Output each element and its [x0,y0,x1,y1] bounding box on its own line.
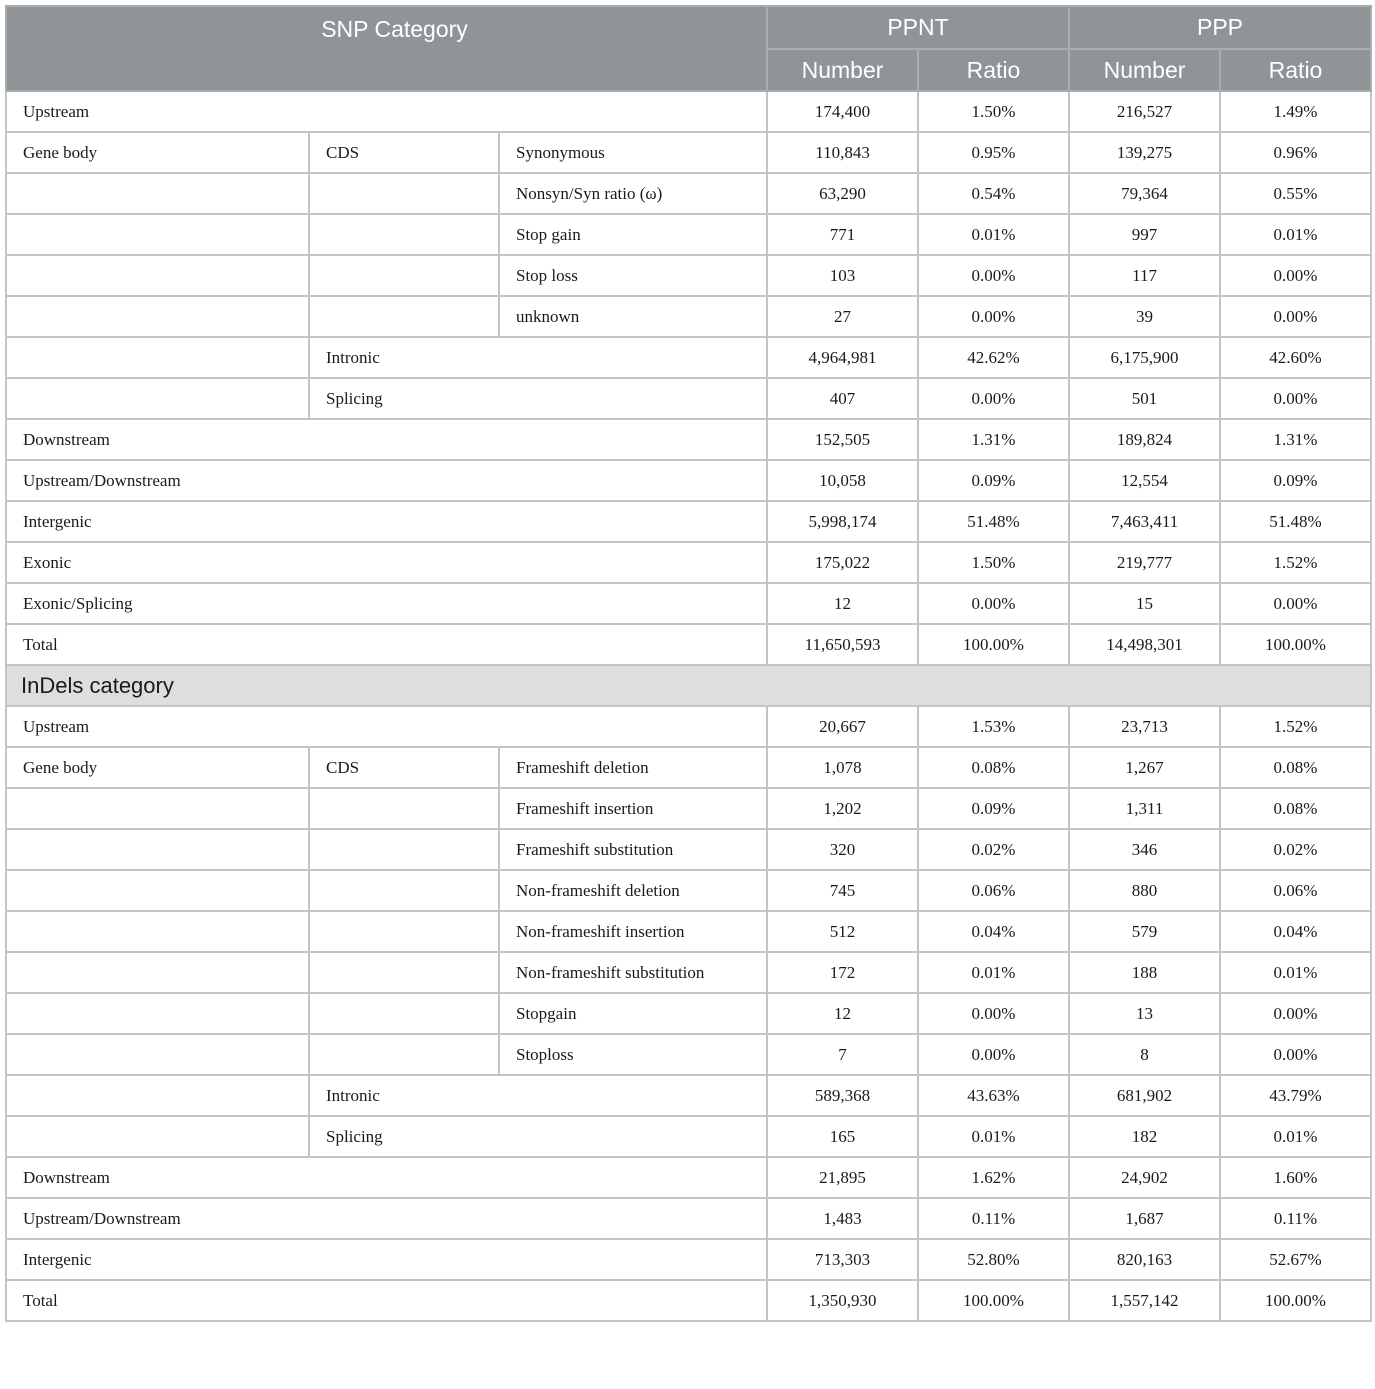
category-cell [6,214,309,255]
ppnt-number-cell: 12 [767,993,918,1034]
table-header [6,6,1371,91]
table-row [6,255,1371,296]
table-row [6,952,1371,993]
ppnt-number-header: Number [767,49,918,91]
region-cell [309,829,499,870]
region-cell: Intronic [309,337,767,378]
ppnt-ratio-cell: 0.00% [918,378,1069,419]
ppnt-ratio-cell: 0.00% [918,583,1069,624]
ppp-ratio-cell: 0.08% [1220,747,1371,788]
ppnt-number-cell: 21,895 [767,1157,918,1198]
ppp-number-cell: 39 [1069,296,1220,337]
ppnt-ratio-cell: 0.95% [918,132,1069,173]
region-cell: CDS [309,132,499,173]
indel-table-body [6,706,1371,1321]
ppnt-number-cell: 1,350,930 [767,1280,918,1321]
group-ppnt-header: PPNT [767,6,1069,49]
category-cell: Intergenic [6,1239,767,1280]
ppp-number-cell: 12,554 [1069,460,1220,501]
ppp-number-cell: 7,463,411 [1069,501,1220,542]
category-cell: Upstream [6,91,767,132]
category-cell [6,952,309,993]
ppp-number-cell: 79,364 [1069,173,1220,214]
ppnt-ratio-cell: 100.00% [918,1280,1069,1321]
effect-cell: Frameshift substitution [499,829,767,870]
ppp-ratio-cell: 1.52% [1220,542,1371,583]
ppp-number-cell: 6,175,900 [1069,337,1220,378]
table-row [6,542,1371,583]
table-row [6,1157,1371,1198]
effect-cell: Non-frameshift substitution [499,952,767,993]
ppnt-ratio-cell: 0.09% [918,460,1069,501]
category-cell: Upstream/Downstream [6,1198,767,1239]
ppnt-number-cell: 110,843 [767,132,918,173]
category-cell: Gene body [6,747,309,788]
ppnt-number-cell: 172 [767,952,918,993]
snp-table-body [6,91,1371,665]
effect-cell: Frameshift deletion [499,747,767,788]
ppnt-number-cell: 5,998,174 [767,501,918,542]
category-cell [6,337,309,378]
effect-cell: Stop gain [499,214,767,255]
ppp-ratio-cell: 0.00% [1220,993,1371,1034]
ppp-number-cell: 1,687 [1069,1198,1220,1239]
category-cell: Downstream [6,419,767,460]
table-row [6,460,1371,501]
ppp-ratio-cell: 0.55% [1220,173,1371,214]
effect-cell: Non-frameshift deletion [499,870,767,911]
table-row [6,870,1371,911]
category-cell: Upstream [6,706,767,747]
table-row [6,583,1371,624]
ppnt-ratio-cell: 0.06% [918,870,1069,911]
table-row [6,624,1371,665]
table-row [6,1034,1371,1075]
table-row [6,911,1371,952]
ppnt-ratio-cell: 42.62% [918,337,1069,378]
region-cell [309,296,499,337]
category-cell [6,1034,309,1075]
ppp-ratio-cell: 0.04% [1220,911,1371,952]
ppp-number-cell: 216,527 [1069,91,1220,132]
category-cell [6,173,309,214]
ppnt-ratio-cell: 0.04% [918,911,1069,952]
table-row [6,1075,1371,1116]
table-row [6,378,1371,419]
category-cell [6,1116,309,1157]
ppp-number-cell: 139,275 [1069,132,1220,173]
table-row [6,1116,1371,1157]
ppnt-ratio-cell: 1.50% [918,542,1069,583]
ppnt-number-cell: 589,368 [767,1075,918,1116]
effect-cell: Frameshift insertion [499,788,767,829]
ppnt-ratio-cell: 0.54% [918,173,1069,214]
ppnt-number-cell: 1,078 [767,747,918,788]
region-cell: Intronic [309,1075,767,1116]
ppp-number-cell: 1,311 [1069,788,1220,829]
region-cell: Splicing [309,1116,767,1157]
ppp-ratio-cell: 1.49% [1220,91,1371,132]
ppp-ratio-cell: 1.31% [1220,419,1371,460]
ppnt-ratio-cell: 0.08% [918,747,1069,788]
ppnt-number-cell: 20,667 [767,706,918,747]
ppp-ratio-cell: 42.60% [1220,337,1371,378]
category-cell [6,296,309,337]
ppp-ratio-cell: 0.01% [1220,952,1371,993]
ppp-ratio-cell: 0.00% [1220,255,1371,296]
ppp-ratio-cell: 51.48% [1220,501,1371,542]
region-cell [309,993,499,1034]
region-cell [309,911,499,952]
ppp-number-cell: 13 [1069,993,1220,1034]
ppnt-number-cell: 512 [767,911,918,952]
region-cell: Splicing [309,378,767,419]
table-row [6,993,1371,1034]
region-cell [309,173,499,214]
ppnt-number-cell: 175,022 [767,542,918,583]
ppnt-number-cell: 174,400 [767,91,918,132]
ppp-number-cell: 501 [1069,378,1220,419]
region-cell [309,952,499,993]
ppp-ratio-cell: 0.00% [1220,583,1371,624]
ppnt-number-cell: 745 [767,870,918,911]
ppnt-ratio-cell: 0.01% [918,952,1069,993]
table-row [6,173,1371,214]
ppp-ratio-cell: 52.67% [1220,1239,1371,1280]
table-row [6,788,1371,829]
ppp-ratio-cell: 1.60% [1220,1157,1371,1198]
ppp-number-cell: 579 [1069,911,1220,952]
category-cell: Gene body [6,132,309,173]
ppp-number-cell: 24,902 [1069,1157,1220,1198]
effect-cell: unknown [499,296,767,337]
ppp-number-cell: 997 [1069,214,1220,255]
ppnt-ratio-cell: 0.02% [918,829,1069,870]
region-cell [309,788,499,829]
ppp-ratio-cell: 0.00% [1220,296,1371,337]
ppnt-ratio-cell: 0.11% [918,1198,1069,1239]
effect-cell: Synonymous [499,132,767,173]
table-row [6,132,1371,173]
ppp-ratio-cell: 0.08% [1220,788,1371,829]
ppnt-ratio-cell: 0.00% [918,1034,1069,1075]
ppp-number-cell: 8 [1069,1034,1220,1075]
ppp-number-cell: 681,902 [1069,1075,1220,1116]
ppnt-ratio-cell: 0.09% [918,788,1069,829]
snp-category-header: SNP Category [6,6,767,91]
category-cell: Exonic [6,542,767,583]
ppnt-number-cell: 63,290 [767,173,918,214]
ppp-number-cell: 189,824 [1069,419,1220,460]
ppp-number-cell: 182 [1069,1116,1220,1157]
category-cell [6,993,309,1034]
category-cell: Total [6,624,767,665]
ppnt-ratio-cell: 1.62% [918,1157,1069,1198]
ppnt-number-cell: 1,483 [767,1198,918,1239]
category-cell [6,255,309,296]
ppp-number-header: Number [1069,49,1220,91]
region-cell [309,214,499,255]
ppnt-number-cell: 1,202 [767,788,918,829]
table-row [6,1239,1371,1280]
ppnt-ratio-cell: 0.01% [918,1116,1069,1157]
category-cell [6,1075,309,1116]
category-cell [6,788,309,829]
table-row [6,747,1371,788]
ppnt-ratio-header: Ratio [918,49,1069,91]
region-cell: CDS [309,747,499,788]
ppp-ratio-cell: 0.02% [1220,829,1371,870]
ppnt-number-cell: 407 [767,378,918,419]
category-cell [6,870,309,911]
table-row [6,419,1371,460]
category-cell [6,911,309,952]
effect-cell: Nonsyn/Syn ratio (ω) [499,173,767,214]
ppp-number-cell: 219,777 [1069,542,1220,583]
table-row [6,296,1371,337]
ppp-ratio-cell: 0.96% [1220,132,1371,173]
ppnt-ratio-cell: 0.01% [918,214,1069,255]
table-row [6,1280,1371,1321]
ppp-ratio-cell: 0.01% [1220,1116,1371,1157]
table-row [6,706,1371,747]
ppnt-number-cell: 152,505 [767,419,918,460]
effect-cell: Stop loss [499,255,767,296]
ppp-ratio-cell: 0.06% [1220,870,1371,911]
ppnt-ratio-cell: 51.48% [918,501,1069,542]
ppp-number-cell: 117 [1069,255,1220,296]
category-cell [6,829,309,870]
ppnt-ratio-cell: 1.31% [918,419,1069,460]
ppp-number-cell: 14,498,301 [1069,624,1220,665]
ppp-ratio-cell: 100.00% [1220,1280,1371,1321]
table-row [6,501,1371,542]
ppnt-ratio-cell: 43.63% [918,1075,1069,1116]
category-cell: Upstream/Downstream [6,460,767,501]
group-ppp-header: PPP [1069,6,1371,49]
ppp-ratio-cell: 43.79% [1220,1075,1371,1116]
ppnt-number-cell: 771 [767,214,918,255]
effect-cell: Stoploss [499,1034,767,1075]
table-row [6,91,1371,132]
ppp-number-cell: 23,713 [1069,706,1220,747]
ppnt-ratio-cell: 1.53% [918,706,1069,747]
ppp-number-cell: 346 [1069,829,1220,870]
ppp-ratio-cell: 100.00% [1220,624,1371,665]
ppp-ratio-cell: 0.00% [1220,1034,1371,1075]
ppp-ratio-header: Ratio [1220,49,1371,91]
ppnt-ratio-cell: 0.00% [918,296,1069,337]
ppp-ratio-cell: 0.11% [1220,1198,1371,1239]
ppp-number-cell: 820,163 [1069,1239,1220,1280]
ppp-ratio-cell: 0.09% [1220,460,1371,501]
table-row [6,829,1371,870]
ppp-number-cell: 880 [1069,870,1220,911]
region-cell [309,870,499,911]
ppnt-ratio-cell: 1.50% [918,91,1069,132]
ppp-ratio-cell: 0.01% [1220,214,1371,255]
ppp-number-cell: 188 [1069,952,1220,993]
ppnt-number-cell: 4,964,981 [767,337,918,378]
category-cell: Intergenic [6,501,767,542]
ppp-number-cell: 1,557,142 [1069,1280,1220,1321]
ppnt-ratio-cell: 100.00% [918,624,1069,665]
ppnt-number-cell: 165 [767,1116,918,1157]
ppnt-ratio-cell: 0.00% [918,993,1069,1034]
ppnt-number-cell: 11,650,593 [767,624,918,665]
ppp-number-cell: 1,267 [1069,747,1220,788]
ppnt-number-cell: 103 [767,255,918,296]
variant-annotation-table-container [5,5,1372,1322]
table-row [6,214,1371,255]
ppp-ratio-cell: 0.00% [1220,378,1371,419]
ppnt-number-cell: 12 [767,583,918,624]
ppnt-ratio-cell: 0.00% [918,255,1069,296]
indel-section [6,665,1371,706]
category-cell [6,378,309,419]
category-cell: Exonic/Splicing [6,583,767,624]
ppp-ratio-cell: 1.52% [1220,706,1371,747]
effect-cell: Non-frameshift insertion [499,911,767,952]
ppp-number-cell: 15 [1069,583,1220,624]
table-row [6,1198,1371,1239]
ppnt-number-cell: 320 [767,829,918,870]
category-cell: Downstream [6,1157,767,1198]
ppnt-number-cell: 713,303 [767,1239,918,1280]
ppnt-number-cell: 27 [767,296,918,337]
ppnt-ratio-cell: 52.80% [918,1239,1069,1280]
effect-cell: Stopgain [499,993,767,1034]
variant-annotation-table [5,5,1372,1322]
ppnt-number-cell: 10,058 [767,460,918,501]
category-cell: Total [6,1280,767,1321]
indel-section-title: InDels category [6,665,1371,706]
table-row [6,337,1371,378]
ppnt-number-cell: 7 [767,1034,918,1075]
region-cell [309,255,499,296]
region-cell [309,1034,499,1075]
